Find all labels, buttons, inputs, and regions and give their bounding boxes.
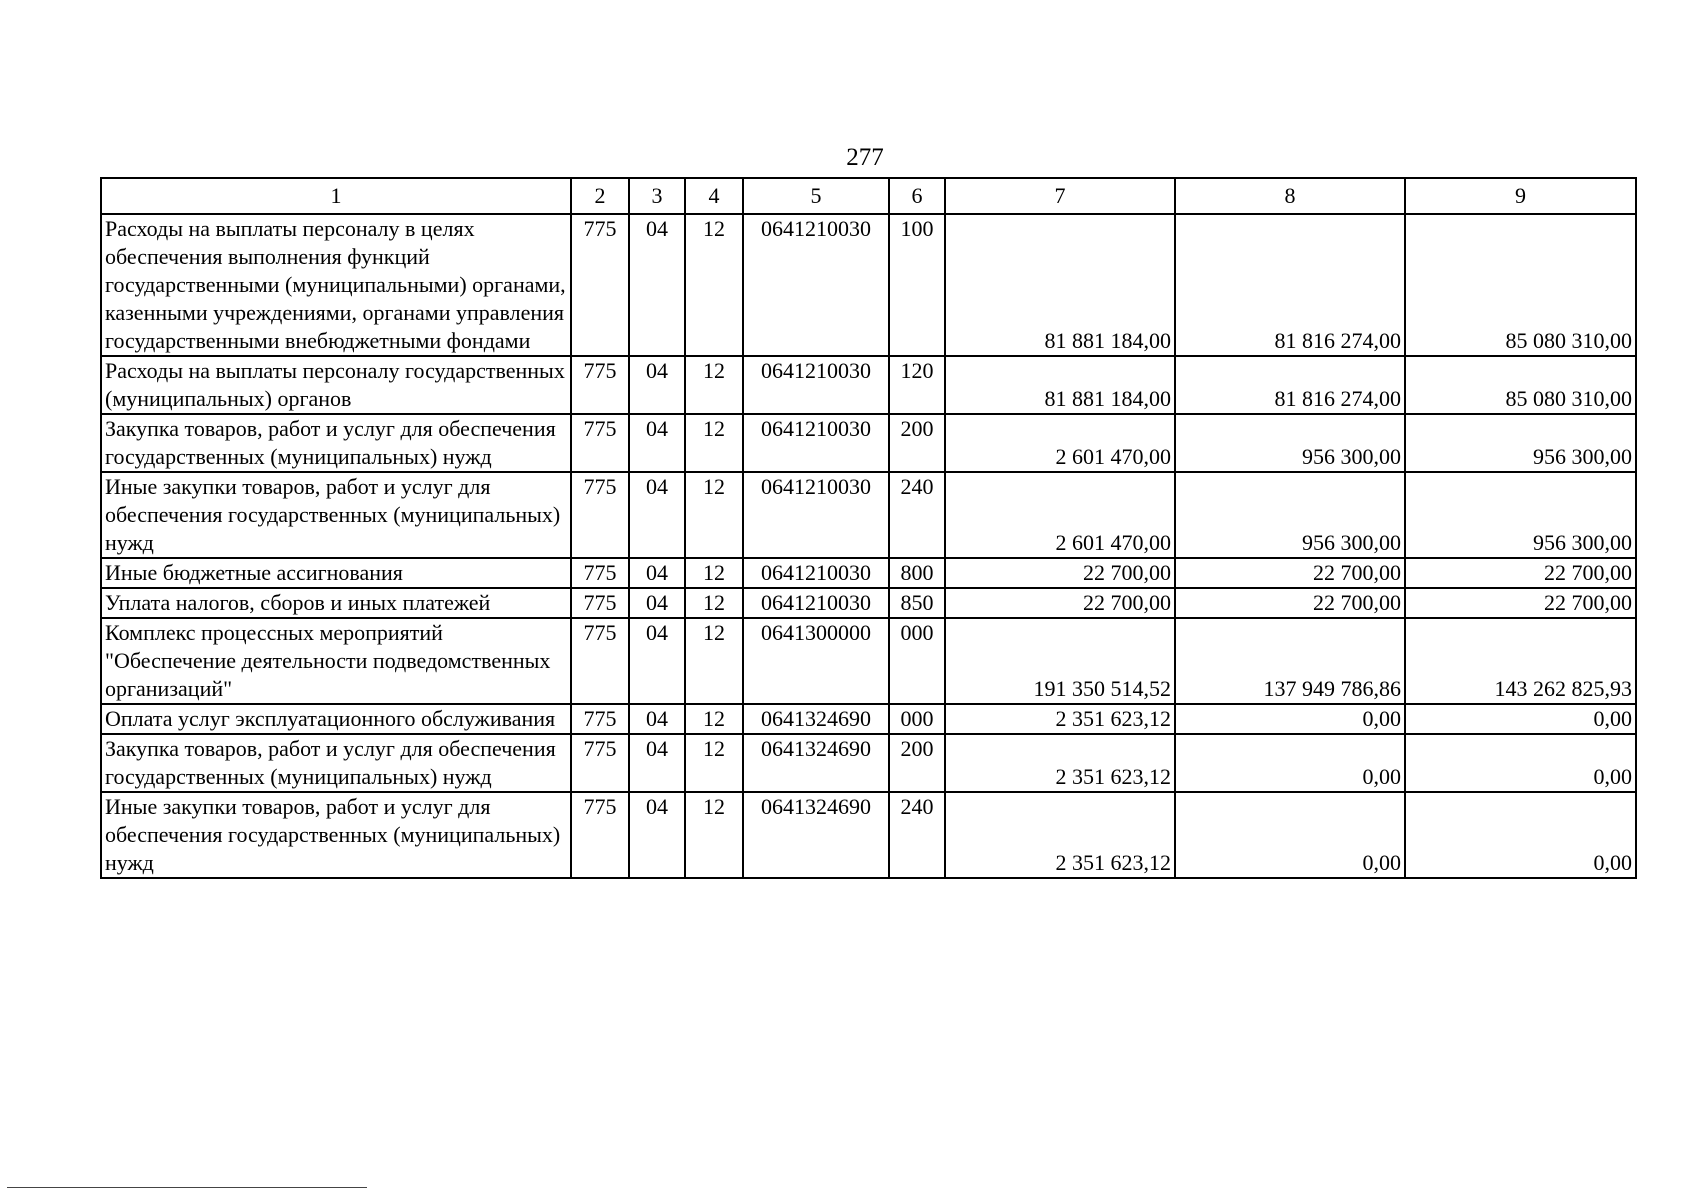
code-cell: 04: [629, 472, 685, 558]
code-cell: 12: [685, 588, 743, 618]
amount-cell: 2 601 470,00: [945, 414, 1175, 472]
code-cell: 04: [629, 734, 685, 792]
code-cell: 04: [629, 588, 685, 618]
amount-cell: 0,00: [1405, 734, 1636, 792]
amount-cell: 22 700,00: [1175, 588, 1405, 618]
code-cell: 775: [571, 356, 629, 414]
row-name-cell: Уплата налогов, сборов и иных платежей: [101, 588, 571, 618]
code-cell: 12: [685, 618, 743, 704]
amount-cell: 81 881 184,00: [945, 214, 1175, 356]
amount-cell: 2 351 623,12: [945, 734, 1175, 792]
row-name-cell: Иные закупки товаров, работ и услуг для обеспечения государственных (муниципальных) нужд: [101, 792, 571, 878]
column-header: 3: [629, 178, 685, 214]
amount-cell: 22 700,00: [945, 588, 1175, 618]
amount-cell: 85 080 310,00: [1405, 356, 1636, 414]
code-cell: 04: [629, 414, 685, 472]
table-row: [101, 472, 1636, 558]
row-name-cell: Расходы на выплаты персоналу государственных (муниципальных) органов: [101, 356, 571, 414]
amount-cell: 0,00: [1405, 792, 1636, 878]
amount-cell: 22 700,00: [1405, 588, 1636, 618]
amount-cell: 81 881 184,00: [945, 356, 1175, 414]
code-cell: 04: [629, 792, 685, 878]
column-header: 8: [1175, 178, 1405, 214]
column-header: 5: [743, 178, 889, 214]
table-row: [101, 588, 1636, 618]
code-cell: 775: [571, 472, 629, 558]
amount-cell: 956 300,00: [1405, 472, 1636, 558]
table-row: [101, 356, 1636, 414]
table-row: [101, 214, 1636, 356]
code-cell: 12: [685, 704, 743, 734]
amount-cell: 143 262 825,93: [1405, 618, 1636, 704]
amount-cell: 0,00: [1175, 792, 1405, 878]
code-cell: 12: [685, 214, 743, 356]
code-cell: 12: [685, 792, 743, 878]
column-header: 6: [889, 178, 945, 214]
column-header: 7: [945, 178, 1175, 214]
amount-cell: 191 350 514,52: [945, 618, 1175, 704]
code-cell: 0641324690: [743, 792, 889, 878]
code-cell: 04: [629, 558, 685, 588]
code-cell: 12: [685, 472, 743, 558]
page-number: 277: [846, 144, 884, 171]
code-cell: 12: [685, 734, 743, 792]
table-row: [101, 792, 1636, 878]
row-name-cell: Комплекс процессных мероприятий "Обеспечение деятельности подведомственных организаций": [101, 618, 571, 704]
row-name-cell: Расходы на выплаты персоналу в целях обеспечения выполнения функций государственными (муниципальными) органами, казенными учреждениями, органами управления государственными внебюджетными фондами: [101, 214, 571, 356]
code-cell: 240: [889, 792, 945, 878]
code-cell: 200: [889, 414, 945, 472]
column-header: 2: [571, 178, 629, 214]
amount-cell: 81 816 274,00: [1175, 356, 1405, 414]
code-cell: 0641210030: [743, 414, 889, 472]
footnote-separator: [7, 1187, 367, 1188]
row-name-cell: Иные закупки товаров, работ и услуг для обеспечения государственных (муниципальных) нужд: [101, 472, 571, 558]
code-cell: 775: [571, 214, 629, 356]
amount-cell: 0,00: [1175, 704, 1405, 734]
code-cell: 0641210030: [743, 588, 889, 618]
table-header-row: [101, 178, 1636, 214]
code-cell: 12: [685, 356, 743, 414]
amount-cell: 2 351 623,12: [945, 792, 1175, 878]
column-header: 9: [1405, 178, 1636, 214]
code-cell: 000: [889, 704, 945, 734]
code-cell: 0641324690: [743, 704, 889, 734]
amount-cell: 22 700,00: [945, 558, 1175, 588]
code-cell: 775: [571, 588, 629, 618]
code-cell: 775: [571, 558, 629, 588]
code-cell: 0641210030: [743, 472, 889, 558]
code-cell: 0641210030: [743, 214, 889, 356]
code-cell: 100: [889, 214, 945, 356]
amount-cell: 22 700,00: [1175, 558, 1405, 588]
amount-cell: 0,00: [1405, 704, 1636, 734]
code-cell: 120: [889, 356, 945, 414]
code-cell: 12: [685, 414, 743, 472]
code-cell: 800: [889, 558, 945, 588]
amount-cell: 137 949 786,86: [1175, 618, 1405, 704]
amount-cell: 81 816 274,00: [1175, 214, 1405, 356]
code-cell: 240: [889, 472, 945, 558]
code-cell: 200: [889, 734, 945, 792]
column-header: 1: [101, 178, 571, 214]
table-row: [101, 704, 1636, 734]
code-cell: 04: [629, 214, 685, 356]
amount-cell: 956 300,00: [1175, 472, 1405, 558]
row-name-cell: Иные бюджетные ассигнования: [101, 558, 571, 588]
code-cell: 04: [629, 356, 685, 414]
code-cell: 0641210030: [743, 356, 889, 414]
column-header: 4: [685, 178, 743, 214]
code-cell: 775: [571, 792, 629, 878]
code-cell: 04: [629, 618, 685, 704]
row-name-cell: Оплата услуг эксплуатационного обслуживания: [101, 704, 571, 734]
code-cell: 0641324690: [743, 734, 889, 792]
budget-table: [100, 177, 1637, 879]
code-cell: 775: [571, 414, 629, 472]
code-cell: 775: [571, 704, 629, 734]
table-row: [101, 618, 1636, 704]
code-cell: 775: [571, 618, 629, 704]
row-name-cell: Закупка товаров, работ и услуг для обеспечения государственных (муниципальных) нужд: [101, 414, 571, 472]
code-cell: 04: [629, 704, 685, 734]
code-cell: 850: [889, 588, 945, 618]
code-cell: 0641300000: [743, 618, 889, 704]
amount-cell: 956 300,00: [1175, 414, 1405, 472]
table-row: [101, 414, 1636, 472]
amount-cell: 22 700,00: [1405, 558, 1636, 588]
code-cell: 0641210030: [743, 558, 889, 588]
table-row: [101, 734, 1636, 792]
amount-cell: 2 351 623,12: [945, 704, 1175, 734]
amount-cell: 0,00: [1175, 734, 1405, 792]
row-name-cell: Закупка товаров, работ и услуг для обеспечения государственных (муниципальных) нужд: [101, 734, 571, 792]
table-row: [101, 558, 1636, 588]
code-cell: 12: [685, 558, 743, 588]
amount-cell: 85 080 310,00: [1405, 214, 1636, 356]
amount-cell: 956 300,00: [1405, 414, 1636, 472]
code-cell: 000: [889, 618, 945, 704]
code-cell: 775: [571, 734, 629, 792]
amount-cell: 2 601 470,00: [945, 472, 1175, 558]
